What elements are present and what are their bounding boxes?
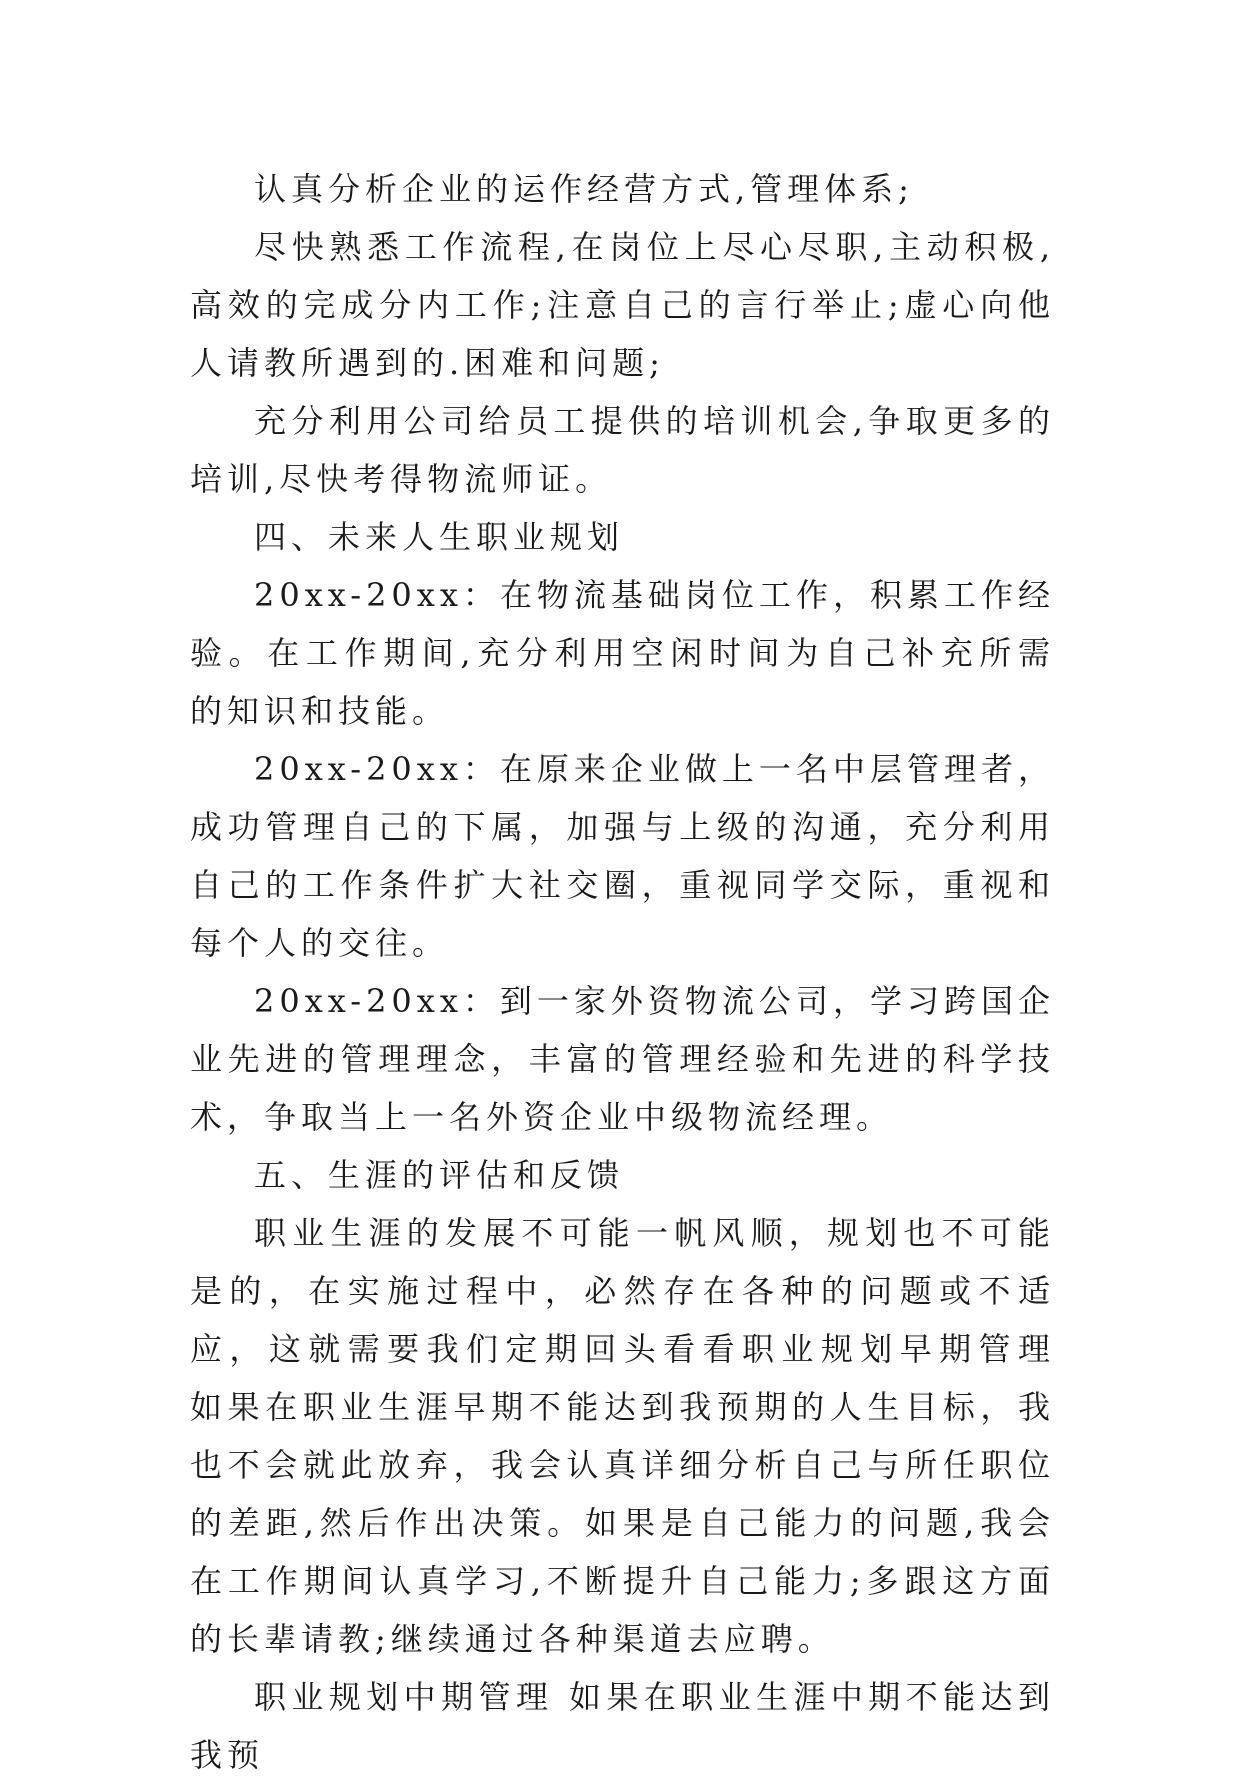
section-heading-evaluation-feedback: 五、生涯的评估和反馈 [254, 1156, 625, 1194]
paragraph-early-management: 职业生涯的发展不可能一帆风顺，规划也不可能是的，在实施过程中，必然存在各种的问题或不适应，这就需要我们定期回头看看职业规划早期管理 如果在职业生涯早期不能达到我预期的人生目标，我也不会就此放弃，我会认真详细分析自己与所任职位的差距,然后作出决策。如果是自己能力的问题,我会在工作期间认真学习,不断提升自己能力;多跟这方面的长辈请教;继续通过各种渠道去应聘。 [190, 1214, 1055, 1658]
document-body [190, 160, 1055, 1784]
paragraph-familiarize-workflow: 尽快熟悉工作流程,在岗位上尽心尽职,主动积极,高效的完成分内工作;注意自己的言行举止;虚心向他人请教所遇到的.困难和问题; [190, 228, 1055, 382]
section-heading-future-career-plan: 四、未来人生职业规划 [254, 518, 625, 556]
paragraph-plan-stage-1: 20xx-20xx：在物流基础岗位工作，积累工作经验。在工作期间,充分利用空闲时间为自己补充所需的知识和技能。 [190, 576, 1055, 730]
paragraph-training-opportunities: 充分利用公司给员工提供的培训机会,争取更多的培训,尽快考得物流师证。 [190, 402, 1055, 498]
paragraph-plan-stage-2: 20xx-20xx：在原来企业做上一名中层管理者，成功管理自己的下属，加强与上级的沟通，充分利用自己的工作条件扩大社交圈，重视同学交际，重视和每个人的交往。 [190, 750, 1055, 962]
paragraph-mid-management: 职业规划中期管理 如果在职业生涯中期不能达到我预 [190, 1678, 1055, 1774]
paragraph-plan-stage-3: 20xx-20xx：到一家外资物流公司，学习跨国企业先进的管理理念，丰富的管理经验和先进的科学技术，争取当上一名外资企业中级物流经理。 [190, 982, 1055, 1136]
paragraph-analyze-enterprise: 认真分析企业的运作经营方式,管理体系; [254, 170, 914, 208]
